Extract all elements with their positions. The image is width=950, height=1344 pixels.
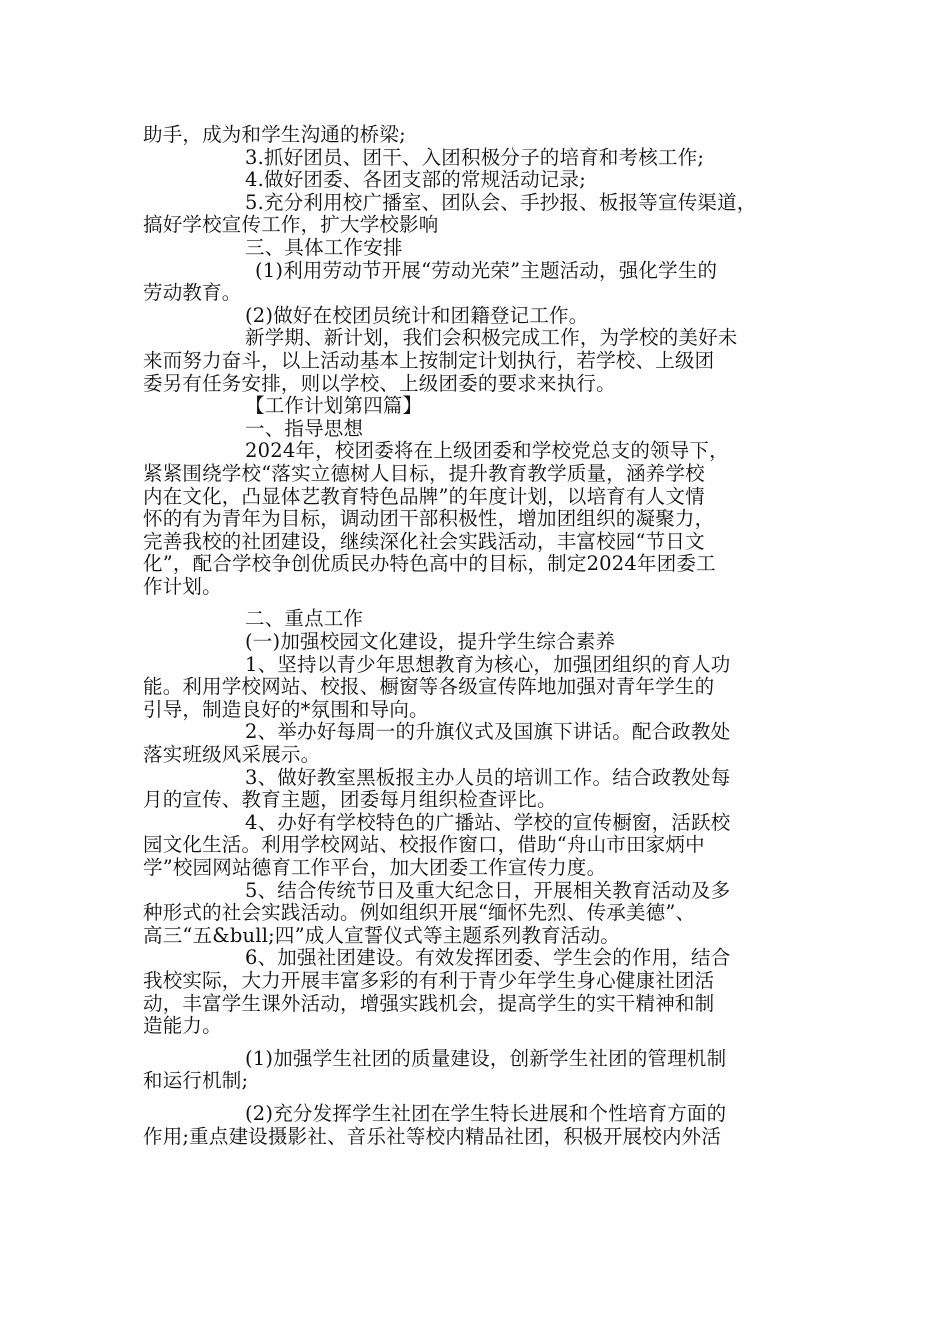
text-line: 月的宣传、教育主题，团委每月组织检查评比。 xyxy=(143,789,557,812)
text-line: 怀的有为青年为目标，调动团干部积极性，增加团组织的凝聚力， xyxy=(143,508,715,531)
text-line: 作计划。 xyxy=(143,575,222,598)
text-line: 能。利用学校网站、校报、橱窗等各级宣传阵地加强对青年学生的 xyxy=(143,676,715,699)
text-line: 搞好学校宣传工作，扩大学校影响 xyxy=(143,214,439,237)
text-line: 1、坚持以青少年思想教育为核心，加强团组织的育人功 xyxy=(245,653,731,676)
text-line: 引导，制造良好的*氛围和导向。 xyxy=(143,698,429,721)
text-line: 劳动教育。 xyxy=(143,282,242,305)
text-line: 三、具体工作安排 xyxy=(245,236,403,259)
text-line: (一)加强校园文化建设，提升学生综合素养 xyxy=(245,631,616,654)
text-line: 5.充分利用校广播室、团队会、手抄报、板报等宣传渠道， xyxy=(245,191,757,214)
text-line: 完善我校的社团建设，继续深化社会实践活动，丰富校园“节日文 xyxy=(143,530,705,553)
text-line: 内在文化，凸显体艺教育特色品牌”的年度计划，以培育有人文情 xyxy=(143,485,705,508)
text-line: 6、加强社团建设。有效发挥团委、学生会的作用，结合 xyxy=(245,947,731,970)
text-line: 造能力。 xyxy=(143,1015,222,1038)
text-line: 高三“五&bull;四”成人宣誓仪式等主题系列教育活动。 xyxy=(143,924,620,947)
text-line: 二、重点工作 xyxy=(245,608,364,631)
text-line: 5、结合传统节日及重大纪念日，开展相关教育活动及多 xyxy=(245,879,731,902)
text-line: 委另有任务安排，则以学校、上级团委的要求来执行。 xyxy=(143,372,616,395)
text-line: 和运行机制; xyxy=(143,1070,249,1093)
text-line: (1)加强学生社团的质量建设，创新学生社团的管理机制 xyxy=(245,1047,727,1070)
text-line: 新学期、新计划，我们会积极完成工作，为学校的美好未 xyxy=(245,327,738,350)
text-line: 我校实际，大力开展丰富多彩的有利于青少年学生身心健康社团活 xyxy=(143,969,715,992)
text-line: (1)利用劳动节开展“劳动光荣”主题活动，强化学生的 xyxy=(255,259,718,282)
text-line: (2)做好在校团员统计和团籍登记工作。 xyxy=(245,304,589,327)
text-line: 学”校园网站德育工作平台，加大团委工作宣传力度。 xyxy=(143,857,607,879)
text-line: 落实班级风采展示。 xyxy=(143,744,321,767)
text-line: (2)充分发挥学生社团在学生特长进展和个性培育方面的 xyxy=(245,1102,727,1125)
text-line: 【工作计划第四篇】 xyxy=(245,395,423,418)
text-line: 化”，配合学校争创优质民办特色高中的目标，制定2024年团委工 xyxy=(143,553,716,576)
text-line: 动，丰富学生课外活动，增强实践机会，提高学生的实干精神和制 xyxy=(143,992,715,1015)
text-line: 3、做好教室黑板报主办人员的培训工作。结合政教处每 xyxy=(245,766,731,789)
text-line: 4、办好有学校特色的广播站、学校的宣传橱窗，活跃校 xyxy=(245,811,731,834)
text-line: 2024年，校团委将在上级团委和学校党总支的领导下， xyxy=(245,440,729,463)
text-line: 一、指导思想 xyxy=(245,417,364,440)
text-line: 3.抓好团员、团干、入团积极分子的培育和考核工作; xyxy=(245,146,705,169)
text-line: 种形式的社会实践活动。例如组织开展“缅怀先烈、传承美德”、 xyxy=(143,902,696,925)
text-line: 紧紧围绕学校“落实立德树人目标，提升教育教学质量，涵养学校 xyxy=(143,462,705,485)
text-line: 作用;重点建设摄影社、音乐社等校内精品社团，积极开展校内外活 xyxy=(143,1125,722,1148)
text-line: 4.做好团委、各团支部的常规活动记录; xyxy=(245,169,586,192)
text-line: 来而努力奋斗，以上活动基本上按制定计划执行，若学校、上级团 xyxy=(143,349,715,372)
document-body xyxy=(143,124,807,1148)
text-line: 园文化生活。利用学校网站、校报作窗口，借助“舟山市田家炳中 xyxy=(143,834,705,857)
text-line: 2、举办好每周一的升旗仪式及国旗下讲话。配合政教处 xyxy=(245,721,731,744)
text-line: 助手，成为和学生沟通的桥梁; xyxy=(143,124,406,146)
